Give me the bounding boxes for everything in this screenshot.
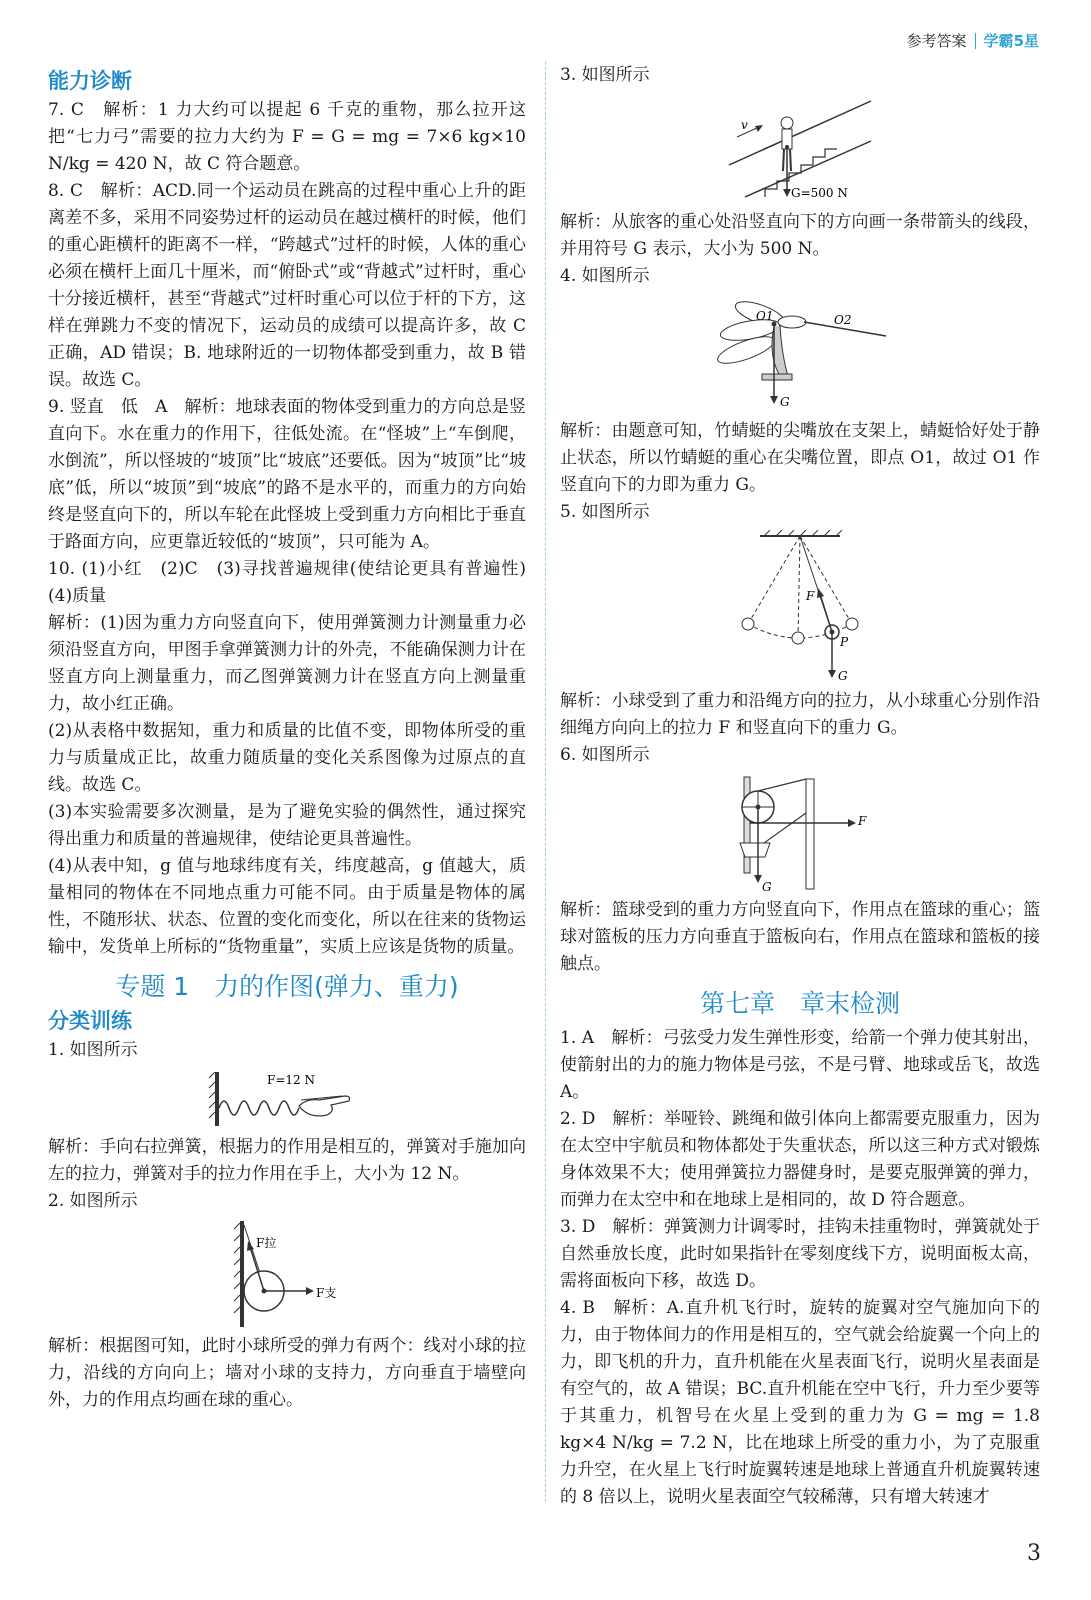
question-10-explain-2: (2)从表格中数据知，重力和质量的比值不变，即物体所受的重力与质量成正比，故重力随质量的变化关系图像为过原点的直线。故选 C。 xyxy=(48,721,526,795)
section-heading-ability: 能力诊断 xyxy=(48,69,132,93)
page-header xyxy=(907,30,1039,51)
page-number: 3 xyxy=(1027,1541,1041,1566)
sub-heading-training: 分类训练 xyxy=(48,1009,132,1033)
exercise-3-head: 3. 如图所示 xyxy=(560,65,650,85)
question-9: 9. 竖直 低 A 解析：地球表面的物体受到重力的方向总是竖直向下。水在重力的作用下，往低处流。在“怪坡”上“车倒爬，水倒流”，所以怪坡的“坡顶”比“坡底”还要低。因为“坡顶”比“坡底”低，所以“坡顶”到“坡底”的路不是水平的，而重力的方向始终是竖直向下的，所以车轮在此怪坡上受到重力方向相比于垂直于路面方向，应更靠近较低的“坡顶”，只可能为 A。 xyxy=(48,397,526,552)
header-separator xyxy=(975,33,976,49)
brand-logo: 学霸5星 xyxy=(983,32,1039,50)
exercise-2-head: 2. 如图所示 xyxy=(48,1191,138,1211)
figure-dragonfly xyxy=(560,294,1040,414)
question-10-head: 10. (1)小红 (2)C (3)寻找普遍规律(使结论更具有普遍性) (4)质量 xyxy=(48,559,543,606)
chapter-title: 第七章 章末检测 xyxy=(699,989,900,1018)
basketball-gravity-label: G xyxy=(762,880,772,893)
figure-ball-wall xyxy=(48,1219,526,1329)
pendulum-force-label: F xyxy=(806,589,815,603)
chapter-question-1: 1. A 解析：弓弦受力发生弹性形变，给箭一个弹力使其射出，使箭射出的力的施力物体是弓弦，不是弓臂、地球或岳飞，故选 A。 xyxy=(560,1028,1040,1102)
point-o2-label: O2 xyxy=(834,313,852,327)
answers-label: 参考答案 xyxy=(906,32,967,50)
column-divider xyxy=(545,62,546,1502)
force-support-label: F支 xyxy=(316,1286,337,1300)
force-tension-label: F拉 xyxy=(256,1236,277,1250)
exercise-2-explain: 解析：根据图可知，此时小球所受的弹力有两个：线对小球的拉力，沿线的方向向上；墙对小球的支持力，方向垂直于墙壁向外，力的作用点均画在球的重心。 xyxy=(48,1336,526,1410)
chapter-question-4: 4. B 解析：A.直升机飞行时，旋转的旋翼对空气施加向下的力，由于物体间力的作用是相互的，空气就会给旋翼一个向上的力，即飞机的升力，直升机能在火星表面飞行，说明火星表面是有空气的，故 A 错误；BC.直升机能在空中飞行，升力至少要等于其重力，机智号在火星上受到的重力为 G = mg = 1.8 kg×4 N/kg = 7.2 N，比在地球上所受的重力小，为了克服重力升空，在火星上飞行时旋翼转速是地球上普通直升机旋翼转速的 8 倍以上，说明火星表面空气较稀薄，只有增大转速才 xyxy=(560,1298,1040,1507)
chapter-question-2: 2. D 解析：举哑铃、跳绳和做引体向上都需要克服重力，因为在太空中宇航员和物体都处于失重状态，所以这三种方式对锻炼身体效果不大；使用弹簧拉力器健身时，是要克服弹簧的弹力，而弹力在太空中和在地球上是相同的，故 D 符合题意。 xyxy=(560,1109,1040,1210)
figure-spring-hand xyxy=(48,1068,526,1130)
escalator-gravity-label: G=500 N xyxy=(791,186,848,200)
figure-pendulum xyxy=(560,530,1040,684)
question-10-explain-1: 解析：(1)因为重力方向竖直向下，使用弹簧测力计测量重力必须沿竖直方向，甲图手拿弹簧测力计的外壳，不能确保测力计在竖直方向上测量重力，而乙图弹簧测力计在竖直方向上测量重力，故小红正确。 xyxy=(48,613,526,714)
exercise-5-explain: 解析：小球受到了重力和沿绳方向的拉力，从小球重心分别作沿细绳方向向上的拉力 F 和竖直向下的重力 G。 xyxy=(560,691,1040,738)
question-10-explain-3: (3)本实验需要多次测量，是为了避免实验的偶然性，通过探究得出重力和质量的普遍规律，使结论更具普遍性。 xyxy=(48,802,526,849)
right-column xyxy=(560,62,1040,1511)
exercise-6-head: 6. 如图所示 xyxy=(560,745,650,765)
question-10-explain-4: (4)从表中知，g 值与地球纬度有关，纬度越高，g 值越大，质量相同的物体在不同地点重力可能不同。由于质量是物体的属性，不随形状、状态、位置的变化而变化，所以在往来的货物运输中，发货单上所标的“货物重量”，实质上应该是货物的质量。 xyxy=(48,856,526,957)
dragonfly-gravity-label: G xyxy=(780,395,790,409)
exercise-1-head: 1. 如图所示 xyxy=(48,1040,138,1060)
exercise-1-explain: 解析：手向右拉弹簧，根据力的作用是相互的，弹簧对手施加向左的拉力，弹簧对手的拉力作用在手上，大小为 12 N。 xyxy=(48,1137,526,1184)
topic-title: 专题 1 力的作图(弹力、重力) xyxy=(115,972,459,1001)
point-o1-label: O1 xyxy=(756,309,774,323)
pendulum-gravity-label: G xyxy=(838,669,848,683)
chapter-question-3: 3. D 解析：弹簧测力计调零时，挂钩未挂重物时，弹簧就处于自然垂放长度，此时如果指针在零刻度线下方，说明面板太高，需将面板向下移，故选 D。 xyxy=(560,1217,1040,1291)
exercise-4-head: 4. 如图所示 xyxy=(560,266,650,286)
point-p-label: P xyxy=(840,635,849,649)
velocity-label: v xyxy=(741,118,748,132)
figure-escalator xyxy=(560,93,1040,205)
figure-basketball xyxy=(560,773,1040,893)
left-column xyxy=(48,62,543,1414)
question-8: 8. C 解析：ACD.同一个运动员在跳高的过程中重心上升的距离差不多，采用不同姿势过杆的运动员在越过横杆的时候，他们的重心距横杆的距离不一样，“跨越式”过杆的时候，人体的重心必须在横杆上面几十厘米，而“俯卧式”或“背越式”过杆时，重心十分接近横杆，甚至“背越式”过杆时重心可以位于杆的下方，这样在弹跳力不变的情况下，运动员的成绩可以提高许多，故 C 正确，AD 错误；B. 地球附近的一切物体都受到重力，故 B 错误。故选 C。 xyxy=(48,181,526,390)
question-7: 7. C 解析：1 力大约可以提起 6 千克的重物，那么拉开这把“七力弓”需要的拉力大约为 F = G = mg = 7×6 kg×10 N/kg = 420 N，故 C 符合题意。 xyxy=(48,100,526,174)
exercise-6-explain: 解析：篮球受到的重力方向竖直向下，作用点在篮球的重心；篮球对篮板的压力方向垂直于篮板向右，作用点在篮球和篮板的接触点。 xyxy=(560,900,1040,974)
exercise-4-explain: 解析：由题意可知，竹蜻蜓的尖嘴放在支架上，蜻蜓恰好处于静止状态，所以竹蜻蜓的重心在尖嘴位置，即点 O1，故过 O1 作竖直向下的力即为重力 G。 xyxy=(560,421,1040,495)
spring-force-label: F=12 N xyxy=(267,1073,315,1087)
basketball-force-label: F xyxy=(858,814,867,828)
exercise-3-explain: 解析：从旅客的重心处沿竖直向下的方向画一条带箭头的线段，并用符号 G 表示，大小为 500 N。 xyxy=(560,212,1040,259)
exercise-5-head: 5. 如图所示 xyxy=(560,502,650,522)
